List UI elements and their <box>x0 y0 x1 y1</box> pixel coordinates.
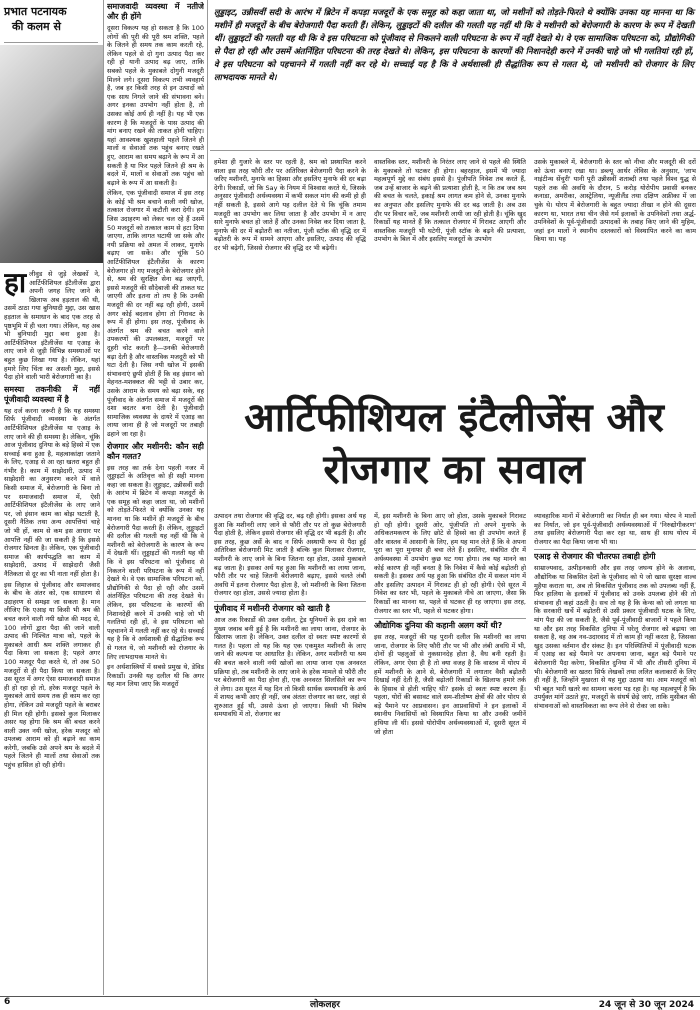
lower-column-4 <box>534 512 696 995</box>
body-text: आज तक रिकार्डो की उक्त दलील, ट्रेड यूनियनों के इस दावे का मुख्य जवाब बनी हुई है कि मशीनरी का लाया जाना, रोजगार के खिलाफ जाता है। लेकिन, उक्त दलील दो स्वतः स्पष्ट कारणों से गलत है। पहला तो यह कि यह एक एकमुश्त मशीनरी के लाए जाने की कल्पना पर आधारित है। लेकिन, अगर मशीनरी या श्रम की बचत करने वाली नयी खोजों का लाया जाना एक अनवरत प्रक्रिया हो, तब मशीनरी के लाए जाने के हरेक मामले से फौरी तौर पर बेरोजगारी का पैदा होना ही, एक अनवरत सिलसिले का रूप ले लेगा। उस सूरत में यह दिन तो किसी सार्थक समयावधि के अर्थ में शायद कभी आए ही नहीं, जब अंततः रोजगार का स्तर, जहां से शुरुआत हुई थी, उससे ऊंचा हो जाएगा। किसी भी विशेष समयावधि में तो, रोजगार का <box>214 615 366 719</box>
body-text: इन अर्थशास्त्रियों में सबसे प्रमुख थे, डेविड रिकार्डो। उनकी यह दलील थी कि अगर यह मान लिया जाए कि मजदूरों <box>107 663 204 689</box>
pull-quote: लुड्डाइट, उन्नीसवीं सदी के आरंभ में ब्रिटेन में कपड़ा मजदूरों के एक समूह को कहा जाता था, जो मशीनों को तोड़ते-फिरते थे क्योंकि उनका यह मानना था कि मशीनें ही मजदूरों के बीच बेरोजगारी पैदा करती हैं। लेकिन, लुड्डाइटों की दलील की गलती यह नहीं थी कि वे मशीनरी को बेरोजगारी के कारण के रूप में देखती थीं। लुड्डाइटों की गलती यह थी कि वे इस परिघटना को पूंजीवाद से निकलने वाली परिघटना के रूप में नहीं देखते थे। वे एक सामाजिक परिघटना को, प्रौद्योगिकी से पैदा हो रही और उसमें अंतर्निहित परिघटना की तरह देखते थे। लेकिन, इस परिघटना के कारणों की निशानदेही करने में उनकी चाहे जो भी गलतियां रही हों, वे इस परिघटना को पहचानने में गलती नहीं कर रहे थे। सच्चाई यह है कि वे अर्थशास्त्री ही सैद्धांतिक रूप से गलत थे, जो मशीनरी को रोजगार के लिए लाभदायक मानते थे। <box>214 7 694 82</box>
body-text: यह दर्ज करना जरूरी है कि यह समस्या सिर्फ पूंजीवादी व्यवस्था के अंतर्गत आर्टिफीशियल इंटैलीजेंस या एआइ के लाए जाने की ही समस्या है। लेकिन, चूंकि आज पूंजीवाद दुनिया के बड़े हिस्से में एक सच्चाई बना हुआ है, महत्वाकांक्षा जताने के लिए, एआइ से आ रहा खतरा बहुत ही गंभीर है। काम में साझेदारी, उत्पाद में साझेदारी का अनुसरण करने में वाले किसी समाज में, बेरोजगारी के बिना तो पर समाजवादी समाज में, ऐसी आर्टिफीशियल इंटैलीजेंस के लाए जाने पर, जो इंसान काम का बोझ घटाती है, दूसरी नैतिक तथा अन्य आपत्तियां चाहे जो भी हों, काम से कम इस आधार पर आपत्ति नहीं की जा सकती है कि इससे रोजगार छिनता है। लेकिन, एक पूंजीवादी समाज की कार्यपद्धति का काम में साझेदारी, उत्पाद में साझेदारी जैसी नैतिकता से दूर का भी नाता नहीं होता है। <box>4 406 100 578</box>
subhead-capitalism: समस्या तकनीकी में नहीं पूंजीवादी व्यवस्था में है <box>4 384 100 404</box>
publication-name: लोकलहर <box>310 1000 340 1010</box>
lower-column-2 <box>214 512 366 995</box>
author-name: प्रभात पटनायक <box>4 5 67 18</box>
upper-column-3: हमेशा ही गुजारे के स्तर पर रहती है, श्रम को प्रस्थापित करने वाला इस तरह फौरी तौर पर अतिरिक्त बेरोजगारी पैदा करने के जरिए मशीनरी, मुनाफे का हिस्सा और इसलिए मुनाफे की दर बढ़ा देगी। रिकार्डो, जो कि Say के नियम में विश्वास करते थे, जिसके अनुसार पूंजीवादी अर्थव्यवस्था में कभी सकल मांग की कमी हो ही नहीं सकती है, इससे आगे यह दलील देते थे कि चूंकि तमाम मजदूरी का उपभोग कर लिया जाता है और उपभोग में न आए सारे मुनाफे बचत हो जाते हैं और उनका निवेश कर दिया जाता है, मुनाफे की दर में बढ़ोतरी का नतीजा, पूंजी स्टॉक की वृद्धि दर में बढ़ोतरी के रूप में सामने आएगा और इसलिए, उत्पाद की वृद्धि दर भी बढ़ेगी, जिससे रोजगार की वृद्धि दर भी बढ़ेगी। <box>214 158 366 252</box>
author-box <box>4 4 98 43</box>
column-1 <box>4 270 100 992</box>
body-text: इस लिहाज से पूंजीवाद और समाजवाद के बीच के अंतर को, एक साधारण से उदाहरण से समझा जा सकता है। मान लीजिए कि एआइ या किसी भी श्रम की बचत करने वाली नयी खोज की मदद से, 100 लोगों द्वारा पैदा की जाने वाली उत्पाद की निश्चित मात्रा को, पहले के मुकाबले आधी श्रम शक्ति लगाकर ही पैदा किया जा सकता है; पहले अगर 100 मजदूर पैदा करते थे, तो अब 50 मजदूरों से ही पैदा किया जा सकता है। उस सूरत में अगर ऐसा समाजवादी समाज ही हो रहा हो तो, हरेक मजदूर पहले के मुकाबले आधे समय तक ही काम कर रहा होगा, लेकिन उसे मजदूरी पहले के बराबर ही मिल रही होगी। इसको कुल मिलाकर असर यह होगा कि श्रम की बचत करने वाली उक्त नयी खोज, हरेक मजदूर को उपलब्ध आराम को ही बढ़ाने का काम करेगी, जबकि उसे अपने श्रम के बदले में पहले जितने ही मालों तथा सेवाओं तक पहुंच हासिल हो रही होगी। <box>4 580 100 770</box>
body-text: साम्राज्यवाद, उत्पीड़नकारी और इस तरह जघन्य होने के अलावा, औद्योगिक या विकसित देशों के पूंजीवाद को ये जो खास सुरक्षा वाल्व मुहैया कराता था, अब तो विकसित पूंजीवाद तक को उपलब्ध नहीं हैं, फिर हालिया के इलाकों में पूंजीवाद को उनके उपलब्ध होने की तो संभावना ही कहां उठती है। सच तो यह है कि केन्स को जो लगता था कि सरकारी खर्चे में बढ़ोतरी से उसी प्रकार पूंजीवादी घटक के लिए, मांग पैदा की जा सकती है, जैसे पूर्व-पूंजीवादी बाजारों ने पहले किया था और इस तरह विकसित दुनिया में घरेलू रोजगार को बढ़ाया जा सकता है, वह अब नव-उदारवाद में तो काम ही नहीं करता है, जिसका खुद उसका वर्तमान दौर संकट है। इन परिस्थितियों में पूंजीवादी घटक में एआइ का बड़े पैमाने पर अपनाया जाना, बहुत बड़े पैमाने पर बेरोजगारी पैदा करेगा, विकसित दुनिया में भी और तीसरी दुनिया में भी। बेरोजगारी का खतरा सिर्फ लेखकों तथा ललित कलाकारों के लिए ही नहीं है, जिन्होंने मुखरता से यह मुद्दा उठाया था। आम मजदूरों को भी बहुत भारी खतरे का सामना करना पड़ रहा है। यह महत्वपूर्ण है कि उपर्युक्त मांगें उठाते हुए, मजदूरों के संघर्ष छेड़े जाएं, ताकि मुसीबत की संभावनाओं को वास्तविकता का रूप लेने से रोका जा सके। <box>534 564 696 710</box>
upper-column-5: उसके मुकाबले में, बेरोजगारी के स्तर को नीचा और मजदूरी की दरों को ऊंचा बनाए रखा था। डब्ल्यू आर्थर लेविस के अनुसार, 'लाभ नाइंटीन्थ सेंचुरी' यानी पूरी उन्नीसवीं शताब्दी तथा पहले विश्व युद्ध से पहले तक की अवधि के दौरान, 5 करोड़ योरोपीय प्रवासी बनकर कनाडा, अमरीका, आस्ट्रेलिया, न्यूजीलैंड तथा दक्षिण अफ्रीका में जा चुके थे। योरप में बेरोजगारी के बहुत ज्यादा तीखा न होने की दूसरा कारण था, भारत तथा चीन जैसे गर्म इलाकों के उपनिवेशों तथा अर्द्ध-उपनिवेशों के पूर्व-पूंजीवादी उत्पादकों के तबाह किए जाने की मुहिम, जहां इन मालों ने स्थानीय दस्तकारों को विस्थापित करने का काम किया था। यह <box>534 158 696 244</box>
page-number: 6 <box>4 997 11 1007</box>
body-text: दूसरा विकल्प यह हो सकता है कि 100 लोगों की पूरी की पूरी श्रम शक्ति, पहले के जितने ही समय तक काम करती रहे, लेकिन पहले से दो गुना उत्पाद पैदा कर रही हो यानी उत्पाद बढ़ जाए, ताकि सबको पहले के मुकाबले दोगुनी मजदूरी मिलने लगे। दूसरा विकल्प तभी व्यवहार्य है, जब हर किसी तरह से इन उत्पादों को एक साथ निगले जाने की संभावना बने। अगर इनका उपभोग नहीं होता है, तो उसका कोई अर्थ ही नहीं है। यह भी एक कारण है कि मजदूरों के पास उत्पाद की मांग बनाए रखने की ताकत होनी चाहिए। यहां आवश्यक खुशहाली पहले जितने ही मालों व सेवाओं तक पहुंच बनाए रखते हुए, आराम का समय बढ़ाने के रूप में आ सकती है या फिर पहले जितने ही श्रम के बदले में, मालों व सेवाओं तक पहुंच को बढ़ाने के रूप में आ सकती है। <box>107 24 204 187</box>
body-text: व्यावहारिक मानों में बेरोजगारी का निर्यात ही बन गया। योरप ने मालों का निर्यात, जो इन पूर्व-पूंजीवादी अर्थव्यवस्थाओं में 'निरुद्योगीकरण' तथा इसलिए बेरोजगारी पैदा कर रहा था, साथ ही साथ योरप में रोजगार का पैदा किया जाना भी था। <box>534 512 696 546</box>
author-role: की कलम से <box>12 20 61 33</box>
body-text: इस तरह का तर्क देना पहली नजर में लुड्डाइटों के अतिवृत्त को ही सही मानना कहा जा सकता है। लुड्डाइट, उन्नीसवीं सदी के आरंभ में ब्रिटेन में कपड़ा मजदूरों के एक समूह को कहा जाता था, जो मशीनों को तोड़ते-फिरते थे क्योंकि उनका यह मानना था कि मशीनें ही मजदूरों के बीच बेरोजगारी पैदा करती हैं। लेकिन, लुड्डाइटों की दलील की गलती यह नहीं थी कि वे मशीनरी को बेरोजगारी के कारण के रूप में देखती थीं। लुड्डाइटों की गलती यह थी कि वे इस परिघटना को पूंजीवाद से निकलने वाली परिघटना के रूप में नहीं देखते थे। वे एक सामाजिक परिघटना को, प्रौद्योगिकी से पैदा हो रही और उसमें अंतर्निहित परिघटना की तरह देखते थे। लेकिन, इस परिघटना के कारणों की निशानदेही करने में उनकी चाहे जो भी गलतियां रही हों, वे इस परिघटना को पहचानने में गलती नहीं कर रहे थे। सच्चाई यह है कि वे अर्थशास्त्री ही सैद्धांतिक रूप से गलत थे, जो मशीनरी को रोजगार के लिए लाभदायक मानते थे। <box>107 463 204 661</box>
lower-column-3 <box>374 512 526 995</box>
author-photo <box>0 45 103 263</box>
headline-line-1: आर्टिफीशियल इंटैलीजेंस और <box>244 394 664 441</box>
body-text: इस तरह, मजदूरों की यह पुरानी दलील कि मशीनरी का लाया जाना, रोजगार के लिए फौरी तौर पर भी और लंबी अवधि में भी, दोनों ही पहलुओं से नुकसानदेह होता है, वैध बनी रहती है। लेकिन, अगर ऐसा ही है तो क्या वजह है कि वास्तव में योरप में हमें मशीनरी के आने से, बेरोजगारी में लगातार वैसी बढ़ोतरी दिखाई नहीं देती है, जैसी बढ़ोतरी रिकार्डो के खिलाफ हमारे तर्क के हिसाब से होती चाहिए थी? इसके दो स्वतः स्पष्ट कारण हैं। पहला, योरों की बसावट वाले सम-शीतोष्ण क्षेत्रों की ओर योरप से बड़े पैमाने पर आप्रवासन। इन आप्रवासियों ने इन इलाकों में स्थानीय निवासियों को विस्थापित किया था और उनकी जमीनें हथिया ली थीं। इससे योरोपीय अर्थव्यवस्थाओं में, दूसरी सूरत में जो होता <box>374 633 526 736</box>
issue-date: 24 जून से 30 जून 2024 <box>598 1000 694 1010</box>
subhead-socialism: समाजवादी व्यवस्था में नतीजे और ही होंगे <box>107 2 204 21</box>
upper-column-4: वास्तविक स्तर, मशीनरी के निरंतर लाए जाने से पहले की स्थिति के मुकाबले तो घटकर ही होगा। बहरहाल, इसमें भी ज्यादा महत्वपूर्ण मुद्दे का संबंध इससे है। पूंजीपति निवेश तब करते हैं, जब उन्हें बाजार के बढ़ने की प्रत्याशा होती है, न कि तब जब श्रम की बचत के चलते, इकाई श्रम लागत कम होने से, उनका मुनाफे का अनुपात और इसलिए मुनाफे की दर बढ़ जाती है। अब उस दौर पर विचार करें, जब मशीनरी लायी जा रही होती है। चूंकि खुद रिकार्डो यह मानते हैं कि तत्काल रोजगार में गिरावट आएगी और वास्तविक मजदूरी भी घटेगी, पूंजी स्टॉक के बढ़ने की प्रत्याशा, उपभोग के बिल में और इसलिए मजदूरों के उपभोग <box>374 158 526 244</box>
subhead-machinery: रोजगार और मशीनरी: कौन सही कौन गलत? <box>107 441 204 461</box>
subhead-industrial-world: औद्योगिक दुनिया की कहानी अलग क्यों थी? <box>374 618 526 631</box>
subhead-capitalism-machinery: पूंजीवाद में मशीनरी रोजगार को खाती है <box>214 601 366 614</box>
headline-line-2: रोजगार का सवाल <box>323 446 585 493</box>
intro-text: लीवुड से जुड़े लेखकों ने, आर्टिफीशियल इंटैलीजेंस द्वारा अपनी जगह लिए जाने के खिलाफ अब हड़ताल की थी, उसमें ठाठा गया बुनियादी मुद्दा, उस खास हड़ताल के समाधान के बाद एक तरह से पृष्ठभूमि में ही चला गया। लेकिन, यह अब भी बुनियादी मुद्दा बना हुआ है। आर्टिफीशियल इंटैलीजेंस या एआइ के लाए जाने से जुड़ी विभिन्न समस्याओं पर बहुत कुछ लिखा गया है। लेकिन, यहां हमारे लिए चिंता का असली मुद्दा, इससे पैदा होने वाली भारी बेरोजगारी का है। <box>4 270 100 382</box>
drop-cap: हा <box>4 270 27 299</box>
body-text: लेकिन, एक पूंजीवादी समाज में इस तरह के कोई भी श्रम बचाने वाली नयी खोज, तत्काल रोजगार में कटौती करा देगी। हम जिस उदाहरण को लेकर चल रहे हैं उसमें 50 मजदूरों को तत्काल काम से हटा दिया जाएगा, ताकि लागत घटायी जा सके और नयी प्रक्रिया को अमल में लाकर, मुनाफे बढ़ाए जा सकें। और चूंकि 50 आर्टिफीशियल इंटैलीजेंस के कारण बेरोजगार हो गए मजदूरों के बेरोजगार होने से, श्रम की सुरक्षित सेना बढ़ जाएगी, इससे मजदूरी की सौदेबाजी की ताकत घट जाएगी और इतना तो तय है कि उनकी मजदूरी की दर नहीं बढ़ रही होगी, उसमें अगर कोई बदलाव होगा तो गिरावट के रूप में ही होगा। इस तरह, पूंजीवाद के अंतर्गत श्रम की बचत करने वाले उपकरणों की उपलब्धता, मजदूरों पर दूहरी चोट करती है—उनकी बेरोजगारी बढ़ा देती है और वास्तविक मजदूरी को भी घटा देती है। जिस नयी खोज में इसकी संभावनाएं छुपी होती हैं कि वह इंसान को मेहनत-मशक्कत की भट्टी से उबार कर, उसके आराम के समय को बढ़ा सके, वह पूंजीवाद के अंतर्गत समाज में मजदूरों की दशा बदतर बना देती है। पूंजीवादी सामाजिक व्यवस्था के दायरे में एआइ का लाया जाना ही है जो मजदूरों पर तबाही ढहाने जा रहा है। <box>107 189 204 438</box>
body-text: में, इस मशीनरी के बिना आए जो होता, उसके मुकाबले गिरावट हो रही होगी। दूसरी ओर, पूंजीपति तो अपने मुनाफे के अधिकतमकरण के लिए छोटे से हिस्से का ही उपभोग करते हैं और वास्तव में आसानी के लिए, हम यह मान लेते हैं कि वे अपना पूरा का पूरा मुनाफा ही बचा लेते हैं। इसलिए, संबंधित दौर में अर्थव्यवस्था में उपभोग कुछ घट गया होगा। तब यह मानने का कोई कारण ही नहीं बनता है कि निवेश में कैसे कोई बढ़ोतरी हो सकती है। इसका अर्थ यह हुआ कि संबंधित दौर में सकल मांग में और इसलिए उत्पादन में गिरावट ही हो रही होगी। ऐसे सूरत में निवेश का स्तर भी, पहले के मुकाबले नीचे आ जाएगा, जैसा कि रिकार्डो का मानना था, पहले से घटकर ही रह जाएगा। इस तरह, रोजगार का स्तर भी, पहले से घटकर होगा। <box>374 512 526 615</box>
subhead-ai-devastation: एआइ से रोजगार की चौतरफा तबाही होगी <box>534 549 696 562</box>
column-2 <box>107 2 204 995</box>
headline <box>210 392 698 496</box>
body-text: उत्पादन तथा रोजगार की वृद्धि दर, बढ़ रही होगी। इसका अर्थ यह हुआ कि मशीनरी लाए जाने से फौरी तौर पर तो कुछ बेरोजगारी पैदा होती है, लेकिन इससे रोजगार की वृद्धि दर भी बढ़ती है। और इस तरह, कुछ अर्से के बाद न सिर्फ अस्थायी रूप से पैदा हुई अतिरिक्त बेरोजगारी मिट जाती है बल्कि कुल मिलाकर रोजगार, मशीनरी के लाए जाने के बिना जितना रहा होता, उससे मुकाबले बढ़ जाता है। इसका अर्थ यह हुआ कि मशीनरी का लाया जाना, फौरी तौर पर चाहे जितनी बेरोजगारी बढ़ाए, इससे चलते लंबी अवधि में इतना रोजगार पैदा होता है, जो मशीनरी के बिना जितना रोजगार रहा होता, उससे ज्यादा होता है। <box>214 512 366 598</box>
